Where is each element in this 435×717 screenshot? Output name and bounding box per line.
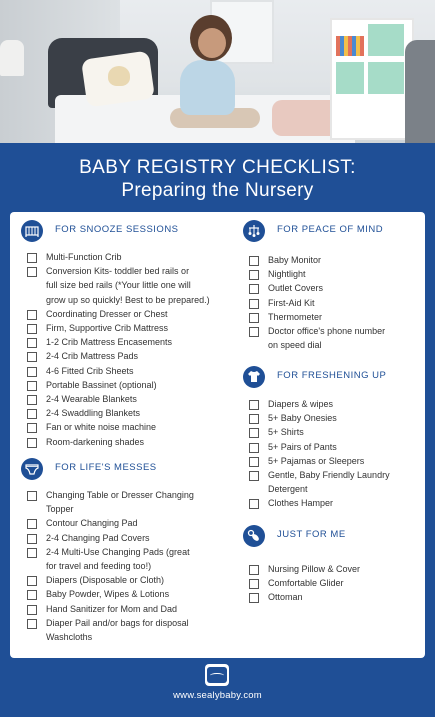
onesie-icon (243, 366, 265, 388)
label-line: grow up so quickly! Best to be prepared.) (46, 294, 210, 305)
checkbox[interactable] (27, 324, 37, 334)
sealy-logo (205, 664, 229, 686)
checkbox[interactable] (27, 395, 37, 405)
nursery-photo (0, 0, 435, 143)
label-line: Topper (46, 504, 74, 515)
checkbox[interactable] (27, 409, 37, 419)
checkbox[interactable] (27, 619, 37, 629)
label-line: 5+ Shirts (268, 427, 304, 438)
pacifier-icon (243, 525, 265, 547)
label-line: 2-4 Changing Pad Covers (46, 532, 150, 543)
checklist-item-label (46, 406, 140, 420)
section-title: FOR PEACE OF MIND (277, 224, 384, 235)
checklist-card (10, 212, 425, 658)
label-line: 5+ Baby Onesies (268, 413, 337, 424)
checklist-item-label (46, 349, 138, 363)
label-line: Coordinating Dresser or Chest (46, 308, 168, 319)
checkbox[interactable] (27, 519, 37, 529)
checklist-item-label (46, 307, 168, 321)
checklist-item-label (46, 378, 157, 392)
checkbox[interactable] (27, 352, 37, 362)
label-line: Baby Monitor (268, 255, 322, 265)
label-line: Diapers & wipes (268, 399, 334, 409)
label-line: Nightlight (268, 269, 306, 280)
label-line: Diaper Pail and/or bags for disposal (46, 617, 189, 628)
checkbox[interactable] (249, 593, 259, 603)
checkbox[interactable] (249, 284, 259, 294)
checklist-item-label (46, 616, 189, 644)
checkbox[interactable] (249, 579, 259, 589)
label-line: 2-4 Multi-Use Changing Pads (great (46, 546, 190, 557)
label-line: Gentle, Baby Friendly Laundry (268, 470, 390, 480)
checklist-item-label (268, 253, 321, 267)
checkbox[interactable] (249, 327, 259, 337)
checkbox[interactable] (27, 310, 37, 320)
label-line: 2-4 Swaddling Blankets (46, 408, 141, 419)
label-line: Thermometer (268, 311, 323, 322)
checkbox[interactable] (249, 565, 259, 575)
label-line: Hand Sanitizer for Mom and Dad (46, 603, 178, 614)
label-line: 2-4 Wearable Blankets (46, 394, 137, 404)
diaper-icon (21, 458, 43, 480)
label-line: Changing Table or Dresser Changing (46, 490, 194, 500)
checklist-item-label (268, 296, 315, 310)
checkbox[interactable] (27, 253, 37, 263)
label-line: First-Aid Kit (268, 297, 315, 308)
checklist-item-label (268, 440, 337, 454)
section-title: JUST FOR ME (277, 529, 346, 540)
label-line: full size bed rails (*Your little one will (46, 280, 191, 291)
checklist-item-label (46, 573, 164, 587)
label-line: Fan or white noise machine (46, 422, 157, 433)
label-line: Conversion Kits- toddler bed rails or (46, 266, 190, 277)
footer-url[interactable]: www.sealybaby.com (173, 690, 262, 701)
checklist-item-label (46, 250, 122, 264)
checkbox[interactable] (27, 491, 37, 501)
checkbox[interactable] (27, 590, 37, 600)
checklist-item-label (46, 364, 134, 378)
label-line: Detergent (268, 484, 308, 495)
checklist-item-label (268, 576, 344, 590)
checklist-item-label (46, 264, 210, 307)
label-line: 5+ Pajamas or Sleepers (268, 455, 365, 466)
label-line: on speed dial (268, 340, 322, 351)
checkbox[interactable] (249, 256, 259, 266)
checkbox[interactable] (249, 428, 259, 438)
page-heading (0, 143, 435, 213)
label-line: Nursing Pillow & Cover (268, 564, 361, 574)
label-line: 2-4 Crib Mattress Pads (46, 351, 139, 362)
mobile-icon (243, 220, 265, 242)
checkbox[interactable] (249, 457, 259, 467)
page-subtitle: Preparing the Nursery (121, 180, 314, 201)
checkbox[interactable] (27, 267, 37, 277)
label-line: Washcloths (46, 632, 93, 642)
checklist-item-label (268, 496, 333, 510)
label-line: Portable Bassinet (optional) (46, 379, 157, 390)
checkbox[interactable] (249, 471, 259, 481)
checklist-item-label (268, 562, 360, 576)
checkbox[interactable] (249, 499, 259, 509)
page-title: BABY REGISTRY CHECKLIST: (79, 157, 356, 178)
checklist-item-label (268, 468, 390, 496)
checklist-item-label (268, 267, 306, 281)
section-title: FOR LIFE'S MESSES (55, 462, 157, 473)
checklist-item-label (268, 411, 337, 425)
checklist-item-label (268, 454, 364, 468)
checkbox[interactable] (249, 313, 259, 323)
checklist-item-label (46, 602, 177, 616)
label-line: Diapers (Disposable or Cloth) (46, 575, 165, 586)
checklist-item-label (46, 335, 172, 349)
label-line: Contour Changing Pad (46, 518, 138, 529)
checkbox[interactable] (249, 299, 259, 309)
label-line: Baby Powder, Wipes & Lotions (46, 589, 170, 600)
crib-icon (21, 220, 43, 242)
label-line: Multi-Function Crib (46, 252, 122, 262)
checkbox[interactable] (249, 270, 259, 280)
checkbox[interactable] (27, 381, 37, 391)
checklist-item-label (46, 531, 150, 545)
label-line: Firm, Supportive Crib Mattress (46, 323, 169, 333)
checklist-item-label (46, 545, 190, 573)
checklist-item-label (46, 392, 137, 406)
checklist-item-label (268, 310, 322, 324)
label-line: 1-2 Crib Mattress Encasements (46, 337, 173, 348)
checklist-item-label (268, 397, 333, 411)
checklist-item-label (268, 425, 304, 439)
checkbox[interactable] (249, 400, 259, 410)
label-line: for travel and feeding too!) (46, 561, 152, 571)
label-line: Comfortable Glider (268, 578, 344, 589)
label-line: 4-6 Fitted Crib Sheets (46, 365, 134, 376)
checkbox[interactable] (27, 423, 37, 433)
checklist-item-label (46, 321, 168, 335)
checkbox[interactable] (249, 414, 259, 424)
checkbox[interactable] (27, 367, 37, 377)
checkbox[interactable] (249, 443, 259, 453)
checklist-item-label (268, 281, 323, 295)
checklist-item-label (46, 587, 169, 601)
checkbox[interactable] (27, 338, 37, 348)
label-line: Doctor office's phone number (268, 326, 386, 336)
label-line: 5+ Pairs of Pants (268, 441, 337, 452)
label-line: Room-darkening shades (46, 436, 145, 447)
label-line: Clothes Hamper (268, 498, 334, 509)
checkbox[interactable] (27, 548, 37, 558)
checklist-item-label (268, 590, 303, 604)
section-title: FOR SNOOZE SESSIONS (55, 224, 179, 235)
checkbox[interactable] (27, 438, 37, 448)
checklist-item-label (268, 324, 385, 352)
checklist-item-label (46, 488, 194, 516)
checkbox[interactable] (27, 534, 37, 544)
checkbox[interactable] (27, 605, 37, 615)
checklist-item-label (46, 435, 144, 449)
checklist-item-label (46, 420, 156, 434)
checklist-item-label (46, 516, 138, 530)
section-title: FOR FRESHENING UP (277, 370, 387, 381)
checkbox[interactable] (27, 576, 37, 586)
label-line: Outlet Covers (268, 283, 324, 294)
label-line: Ottoman (268, 592, 303, 603)
